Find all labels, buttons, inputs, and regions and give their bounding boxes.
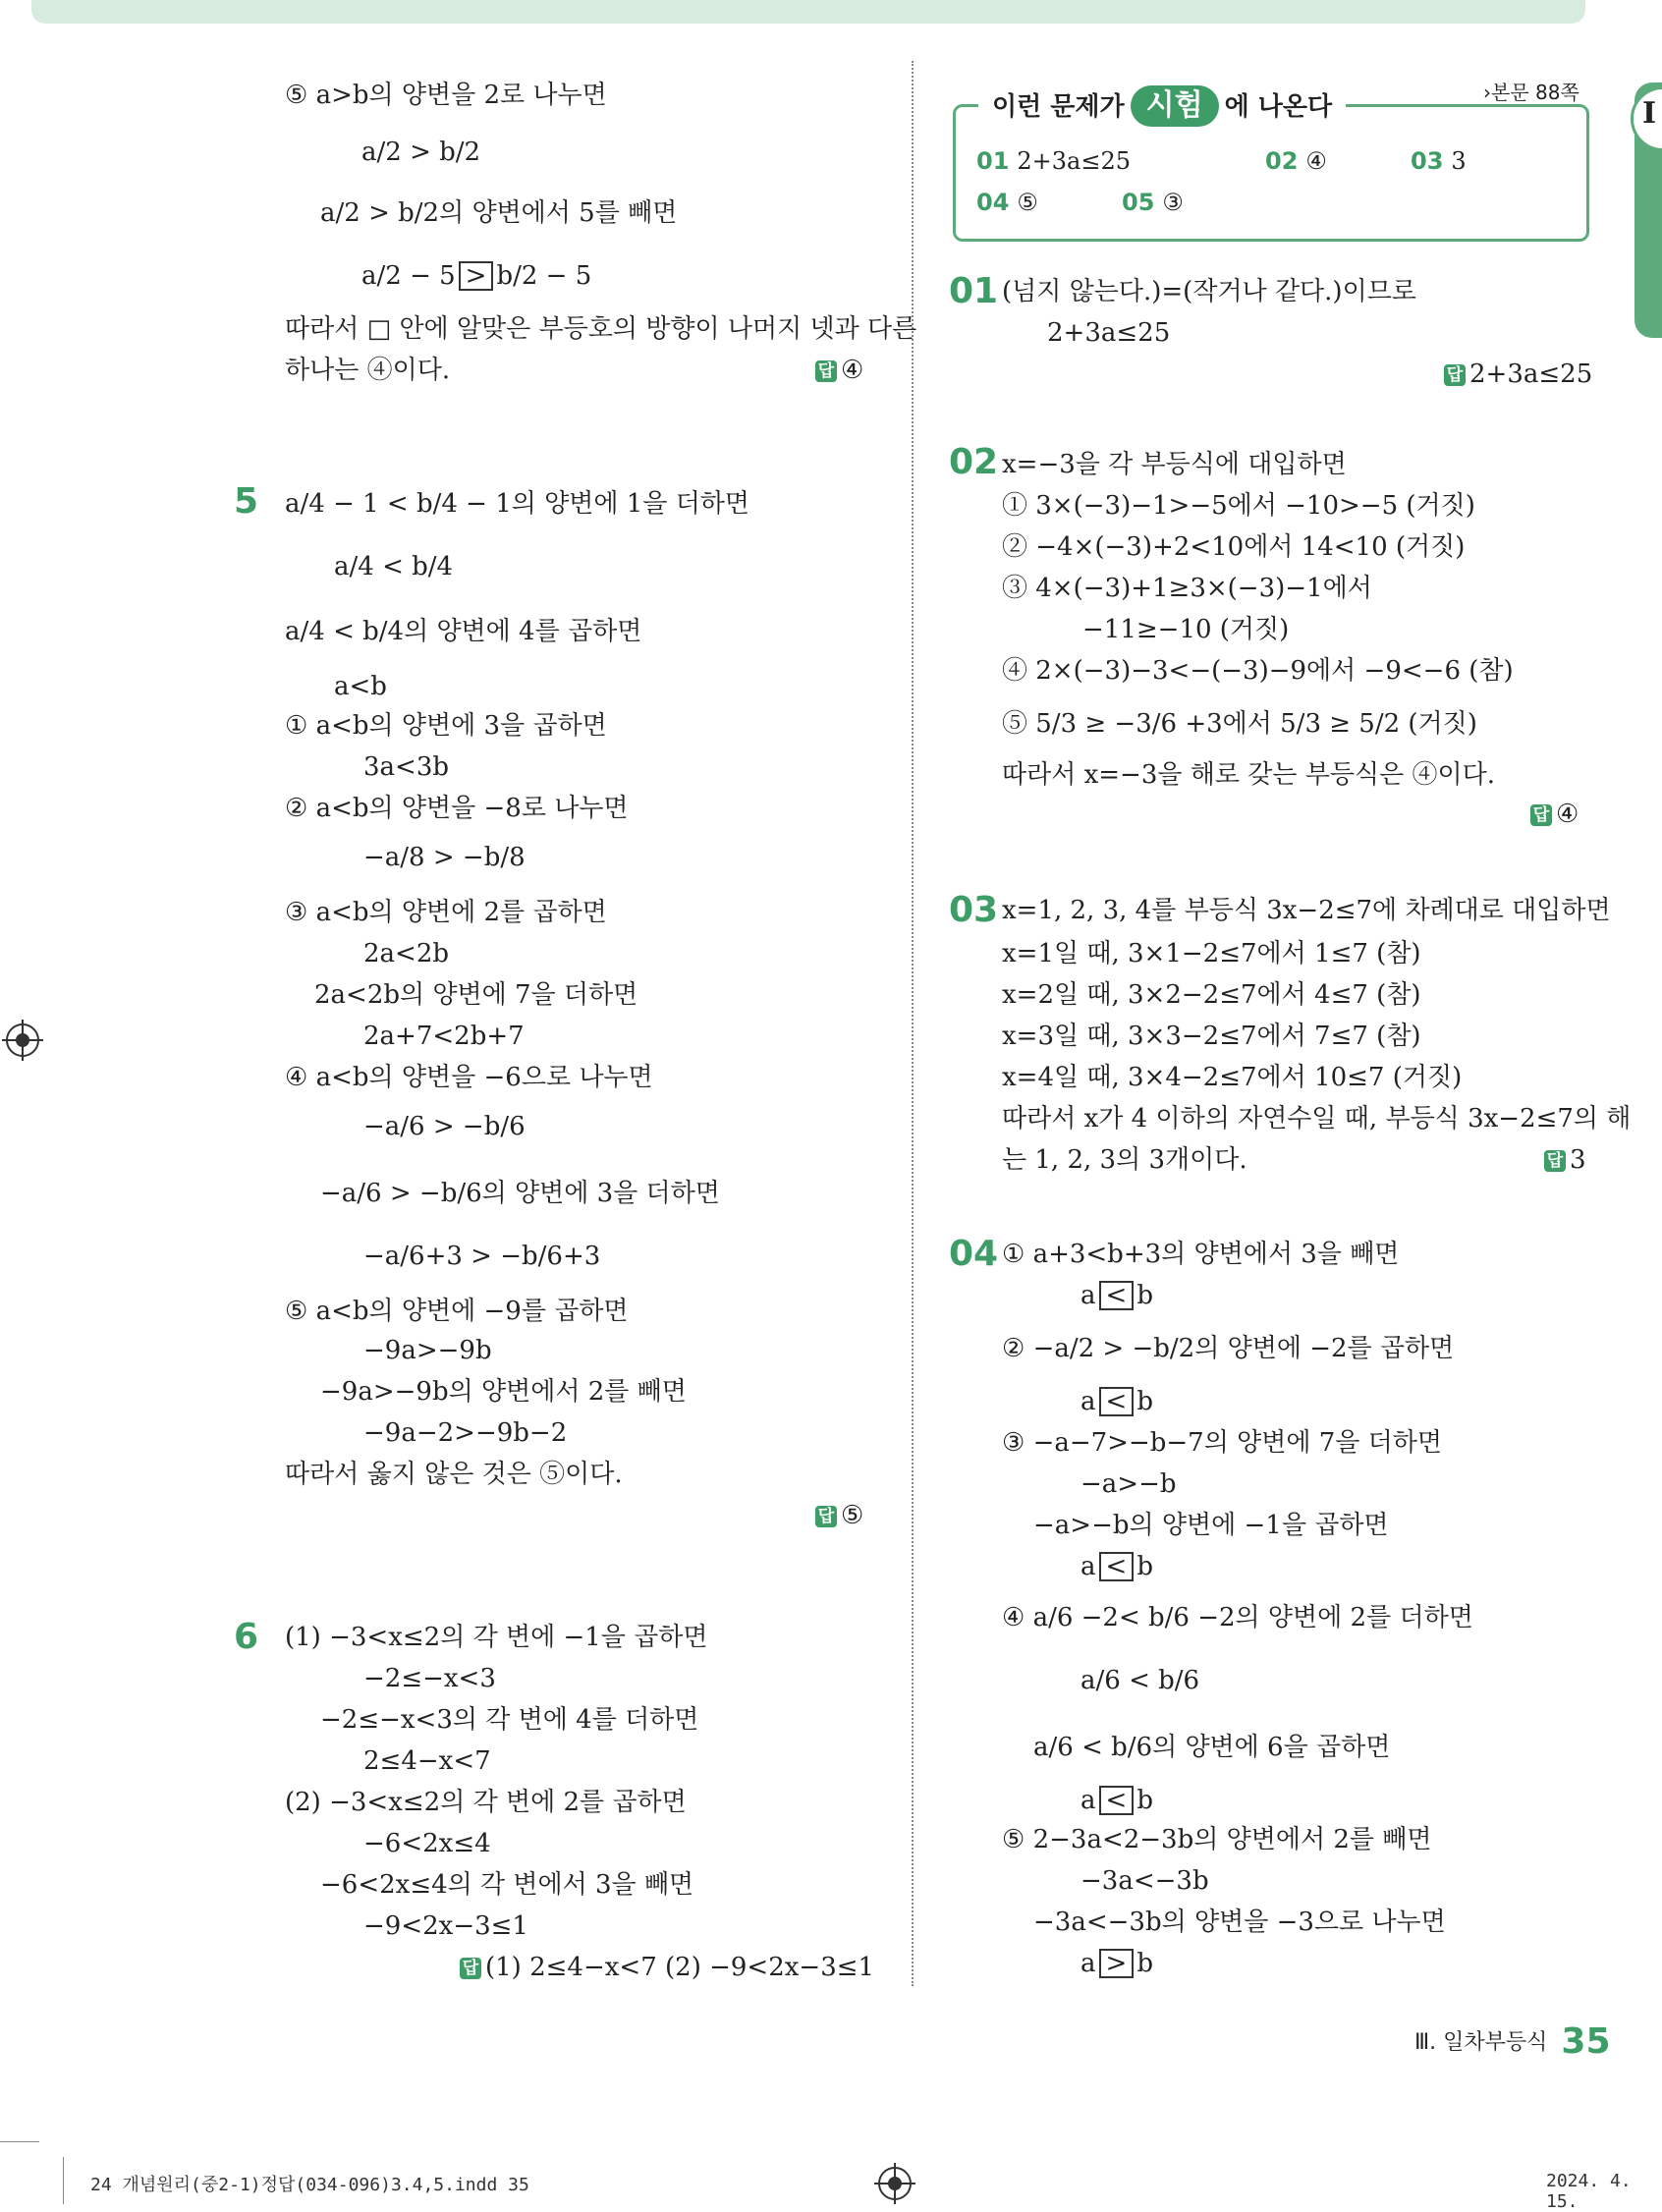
text-line: ① a+3<b+3의 양변에서 3을 빼면 bbox=[1002, 1240, 1400, 1269]
text-line: a<b bbox=[334, 672, 387, 701]
text-line: −11≥−10 (거짓) bbox=[1082, 615, 1290, 644]
crop-mark bbox=[63, 2157, 64, 2204]
answer-label: 답 ④ bbox=[1530, 798, 1579, 831]
side-tab-label: I bbox=[1642, 96, 1657, 131]
text-line: 따라서 옳지 않은 것은 ⑤이다. bbox=[285, 1460, 623, 1489]
text-line: 따라서 x가 4 이하의 자연수일 때, 부등식 3x−2≤7의 해 bbox=[1002, 1104, 1632, 1134]
exam-answer: 02 ④ bbox=[1265, 147, 1327, 175]
answer-box: < bbox=[1099, 1552, 1135, 1581]
answer-badge-icon: 답 bbox=[1444, 364, 1466, 386]
boxed-inequality: a > b bbox=[1080, 1949, 1153, 1978]
answer-box: < bbox=[1099, 1786, 1135, 1815]
text-line: ⑤ 5/3 ≥ −3/6 +3에서 5/3 ≥ 5/2 (거짓) bbox=[1002, 709, 1477, 739]
text-line: −9a−2>−9b−2 bbox=[363, 1418, 568, 1448]
text-line: ④ a<b의 양변을 −6으로 나누면 bbox=[285, 1063, 653, 1092]
answer-badge-icon: 답 bbox=[460, 1958, 481, 1979]
boxed-inequality: a < b bbox=[1080, 1281, 1153, 1310]
text-line: −a/6+3 > −b/6+3 bbox=[363, 1242, 601, 1271]
exam-highlight: 시험 bbox=[1131, 85, 1219, 127]
text-line: x=1일 때, 3×1−2≤7에서 1≤7 (참) bbox=[1002, 939, 1421, 968]
text-line: 따라서 □ 안에 알맞은 부등호의 방향이 나머지 넷과 다른 bbox=[285, 314, 917, 344]
text-line: ④ 2×(−3)−3<−(−3)−9에서 −9<−6 (참) bbox=[1002, 656, 1514, 686]
answer-box: > bbox=[459, 261, 494, 291]
answer-badge-icon: 답 bbox=[1544, 1150, 1566, 1172]
text-line: ⑤ 2−3a<2−3b의 양변에서 2를 빼면 bbox=[1002, 1825, 1432, 1854]
chapter-footer: Ⅲ. 일차부등식 35 bbox=[1414, 2021, 1611, 2062]
registration-mark-icon bbox=[6, 1023, 39, 1057]
answer-label: 답 ④ bbox=[815, 354, 863, 387]
answer-label: 답 2+3a≤25 bbox=[1444, 358, 1592, 391]
text-line: −9<2x−3≤1 bbox=[363, 1911, 528, 1941]
answer-box: > bbox=[1099, 1949, 1135, 1978]
boxed-inequality: a/2 − 5 > b/2 − 5 bbox=[361, 261, 592, 291]
text-line: ① 3×(−3)−1>−5에서 −10>−5 (거짓) bbox=[1002, 491, 1475, 521]
text-line: ② −4×(−3)+2<10에서 14<10 (거짓) bbox=[1002, 532, 1466, 562]
text-line: 2a<2b bbox=[363, 939, 450, 968]
text-line: ③ 4×(−3)+1≥3×(−3)−1에서 bbox=[1002, 574, 1372, 603]
problem-number: 03 bbox=[949, 890, 999, 930]
text-line: 2≤4−x<7 bbox=[363, 1746, 491, 1776]
problem-number: 6 bbox=[234, 1617, 259, 1657]
text-line: −2≤−x<3 bbox=[363, 1664, 496, 1693]
text-line: 3a<3b bbox=[363, 752, 450, 782]
exam-answer: 04 ⑤ bbox=[976, 189, 1038, 216]
text-line: x=2일 때, 3×2−2≤7에서 4≤7 (참) bbox=[1002, 980, 1421, 1010]
text-line: −3a<−3b bbox=[1080, 1866, 1209, 1896]
problem-number: 5 bbox=[234, 481, 259, 522]
text-line: ⑤ a<b의 양변에 −9를 곱하면 bbox=[285, 1297, 629, 1326]
problem-number: 04 bbox=[949, 1234, 999, 1274]
registration-mark-icon bbox=[878, 2167, 912, 2200]
text-line: ④ a/6 −2< b/6 −2의 양변에 2를 더하면 bbox=[1002, 1603, 1473, 1632]
text-line: ② a<b의 양변을 −8로 나누면 bbox=[285, 794, 629, 823]
text-line: −3a<−3b의 양변을 −3으로 나누면 bbox=[1033, 1908, 1446, 1937]
chevron-right-icon: › bbox=[1483, 81, 1491, 104]
column-divider bbox=[912, 61, 914, 1986]
text-line: 는 1, 2, 3의 3개이다. bbox=[1002, 1145, 1247, 1175]
answer-box: < bbox=[1099, 1387, 1135, 1416]
text-line: ⑤ a>b의 양변을 2로 나누면 bbox=[285, 81, 607, 110]
answer-label: 답 ⑤ bbox=[815, 1499, 863, 1532]
text-line: ① a<b의 양변에 3을 곱하면 bbox=[285, 711, 607, 741]
boxed-inequality: a < b bbox=[1080, 1552, 1153, 1581]
text-line: x=−3을 각 부등식에 대입하면 bbox=[1002, 450, 1347, 479]
exam-box-title: 이런 문제가 시험 에 나온다 bbox=[978, 84, 1346, 130]
text-line: ③ −a−7>−b−7의 양변에 7을 더하면 bbox=[1002, 1428, 1442, 1458]
text-line: −9a>−9b의 양변에서 2를 빼면 bbox=[320, 1377, 687, 1407]
text-line: a/6 < b/6의 양변에 6을 곱하면 bbox=[1033, 1733, 1391, 1762]
text-line: 2a<2b의 양변에 7을 더하면 bbox=[314, 980, 638, 1010]
text-line: a/2 > b/2 bbox=[361, 138, 481, 167]
text-line: −2≤−x<3의 각 변에 4를 더하면 bbox=[320, 1705, 699, 1735]
text-line: ② −a/2 > −b/2의 양변에 −2를 곱하면 bbox=[1002, 1334, 1455, 1363]
text-line: x=3일 때, 3×3−2≤7에서 7≤7 (참) bbox=[1002, 1022, 1421, 1051]
answer-badge-icon: 답 bbox=[815, 1506, 837, 1527]
text-line: a/4 − 1 < b/4 − 1의 양변에 1을 더하면 bbox=[285, 489, 750, 519]
text-line: −9a>−9b bbox=[363, 1336, 492, 1365]
boxed-inequality: a < b bbox=[1080, 1387, 1153, 1416]
exam-answer: 05 ③ bbox=[1122, 189, 1184, 216]
text-line: ③ a<b의 양변에 2를 곱하면 bbox=[285, 898, 607, 927]
text-line: a/4 < b/4 bbox=[334, 552, 454, 581]
text-line: 2+3a≤25 bbox=[1047, 318, 1171, 348]
text-line: −6<2x≤4의 각 변에서 3을 빼면 bbox=[320, 1870, 694, 1900]
text-line: −a>−b의 양변에 −1을 곱하면 bbox=[1033, 1511, 1389, 1540]
text-line: a/2 > b/2의 양변에서 5를 빼면 bbox=[320, 198, 678, 228]
problem-number: 01 bbox=[949, 271, 999, 311]
text-line: x=4일 때, 3×4−2≤7에서 10≤7 (거짓) bbox=[1002, 1063, 1463, 1092]
file-info: 24 개념원리(중2-1)정답(034-096)3.4,5.indd 35 bbox=[90, 2175, 529, 2195]
problem-number: 02 bbox=[949, 442, 999, 482]
answer-label: 답 (1) 2≤4−x<7 (2) −9<2x−3≤1 bbox=[460, 1951, 874, 1984]
page-reference: ›본문 88쪽 bbox=[1483, 81, 1579, 104]
text-line: −a/6 > −b/6 bbox=[363, 1112, 526, 1141]
text-line: a/6 < b/6 bbox=[1080, 1666, 1200, 1695]
crop-mark bbox=[0, 2141, 39, 2142]
text-line: a/4 < b/4의 양변에 4를 곱하면 bbox=[285, 617, 642, 646]
text-line: 하나는 ④이다. bbox=[285, 356, 451, 385]
page-number: 35 bbox=[1561, 2021, 1611, 2062]
top-color-band bbox=[31, 0, 1585, 24]
text-line: 따라서 x=−3을 해로 갖는 부등식은 ④이다. bbox=[1002, 760, 1495, 790]
exam-answer: 03 3 bbox=[1411, 147, 1467, 175]
answer-label: 답 3 bbox=[1544, 1143, 1586, 1177]
text-line: (2) −3<x≤2의 각 변에 2를 곱하면 bbox=[285, 1788, 687, 1817]
text-line: −6<2x≤4 bbox=[363, 1829, 491, 1858]
answer-badge-icon: 답 bbox=[815, 360, 837, 382]
text-line: −a>−b bbox=[1080, 1469, 1177, 1499]
text-line: −a/8 > −b/8 bbox=[363, 843, 526, 872]
text-line: (넘지 않는다.)=(작거나 같다.)이므로 bbox=[1002, 277, 1416, 306]
text-line: x=1, 2, 3, 4를 부등식 3x−2≤7에 차례대로 대입하면 bbox=[1002, 896, 1611, 925]
text-line: (1) −3<x≤2의 각 변에 −1을 곱하면 bbox=[285, 1623, 708, 1652]
exam-answer: 01 2+3a≤25 bbox=[976, 147, 1132, 175]
print-date: 2024. 4. 15. bbox=[1546, 2171, 1632, 2212]
boxed-inequality: a < b bbox=[1080, 1786, 1153, 1815]
answer-box: < bbox=[1099, 1281, 1135, 1310]
answer-badge-icon: 답 bbox=[1530, 804, 1552, 826]
text-line: −a/6 > −b/6의 양변에 3을 더하면 bbox=[320, 1179, 720, 1208]
text-line: 2a+7<2b+7 bbox=[363, 1022, 525, 1051]
